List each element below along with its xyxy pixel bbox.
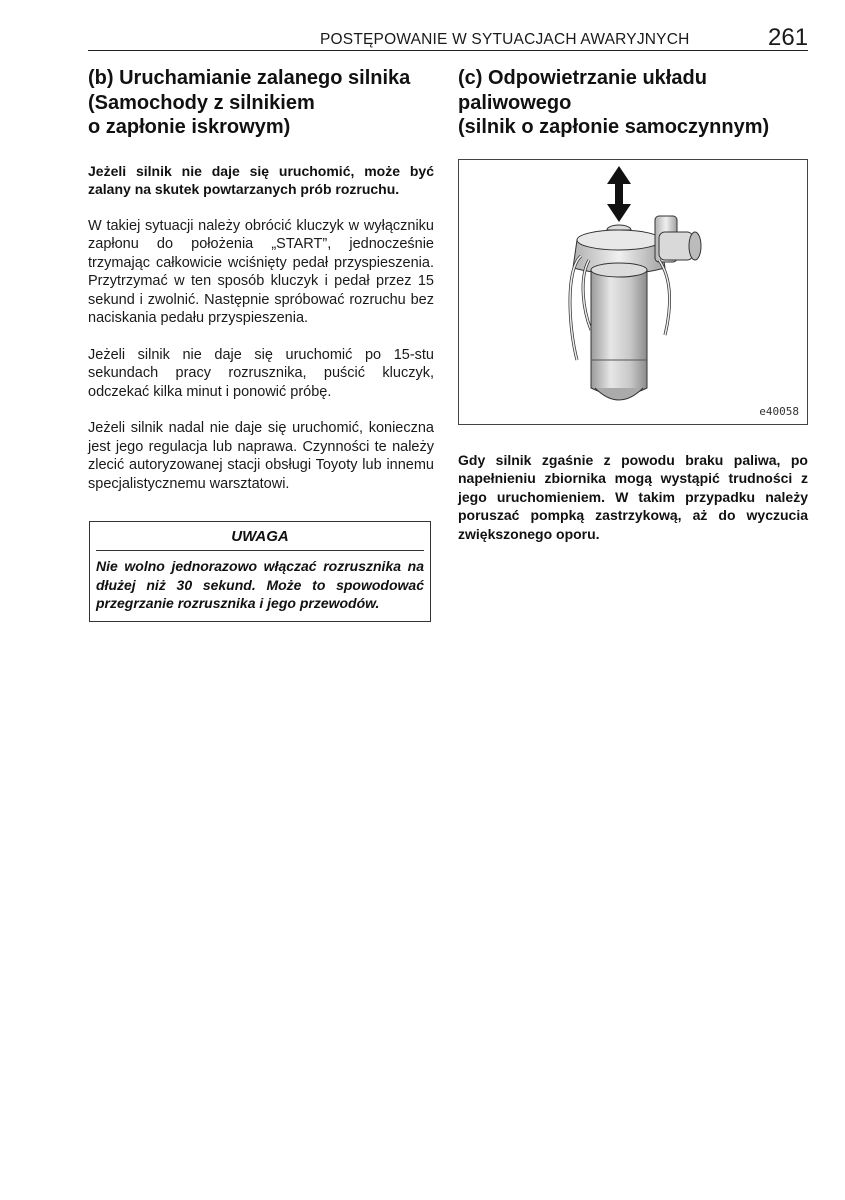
warning-title: UWAGA	[96, 526, 424, 551]
left-column	[88, 66, 434, 622]
heading-line: (c) Odpowietrzanie układu	[458, 67, 707, 89]
warning-box	[89, 521, 431, 622]
heading-line: (silnik o zapłonie samoczynnym)	[458, 116, 770, 138]
body-paragraph: W takiej sytuacji należy obrócić kluczyk w wyłączniku zapłonu do położenia „START”, jednocześnie trzymając całkowicie wciśnięty pedał przyspieszenia. Przytrzymać w ten sposób kluczyk i pedał przez 15 sekund i zwolnić. Następnie spróbować rozruchu bez naciskania pedału przyspieszenia.	[88, 217, 434, 326]
heading-line: o zapłonie iskrowym)	[88, 116, 291, 138]
figure-code: e40058	[759, 404, 799, 418]
header-divider	[88, 50, 808, 51]
fuel-filter-priming-pump-icon	[459, 160, 809, 426]
warning-text: Nie wolno jednorazowo włączać rozrusznika na dłużej niż 30 sekund. Może to spowodować przegrzanie rozrusznika i jego przewodów.	[96, 558, 424, 611]
up-down-arrow-icon	[607, 166, 631, 222]
fuel-bleeding-caption: Gdy silnik zgaśnie z powodu braku paliwa, po napełnieniu zbiornika mogą wystąpić trudności z jego uruchomieniem. W takim przypadku należy poruszać pompką zastrzykową, aż do wyczucia zwiększonego oporu.	[458, 451, 808, 542]
page-number: 261	[768, 24, 809, 51]
heading-line: paliwowego	[458, 91, 572, 114]
heading-line: (Samochody z silnikiem	[88, 91, 315, 114]
heading-line: (b) Uruchamianie zalanego silnika	[88, 67, 411, 89]
header-title: POSTĘPOWANIE W SYTUACJACH AWARYJNYCH	[320, 31, 690, 48]
intro-paragraph: Jeżeli silnik nie daje się uruchomić, może być zalany na skutek powtarzanych prób rozruchu.	[88, 162, 434, 197]
body-paragraph: Jeżeli silnik nadal nie daje się uruchomić, konieczna jest jego regulacja lub naprawa. Czynności te należy zlecić autoryzowanej stacji obsługi Toyoty lub innemu specjalistycznemu warsztatowi.	[88, 420, 434, 492]
right-column	[458, 66, 808, 543]
fuel-filter-illustration	[458, 159, 808, 425]
body-paragraph: Jeżeli silnik nie daje się uruchomić po 15-stu sekundach pracy rozrusznika, puścić kluczyk, odczekać kilka minut i ponowić próbę.	[88, 346, 434, 400]
section-heading-fuel-bleeding	[458, 66, 808, 140]
section-heading-flooded-engine	[88, 66, 434, 140]
